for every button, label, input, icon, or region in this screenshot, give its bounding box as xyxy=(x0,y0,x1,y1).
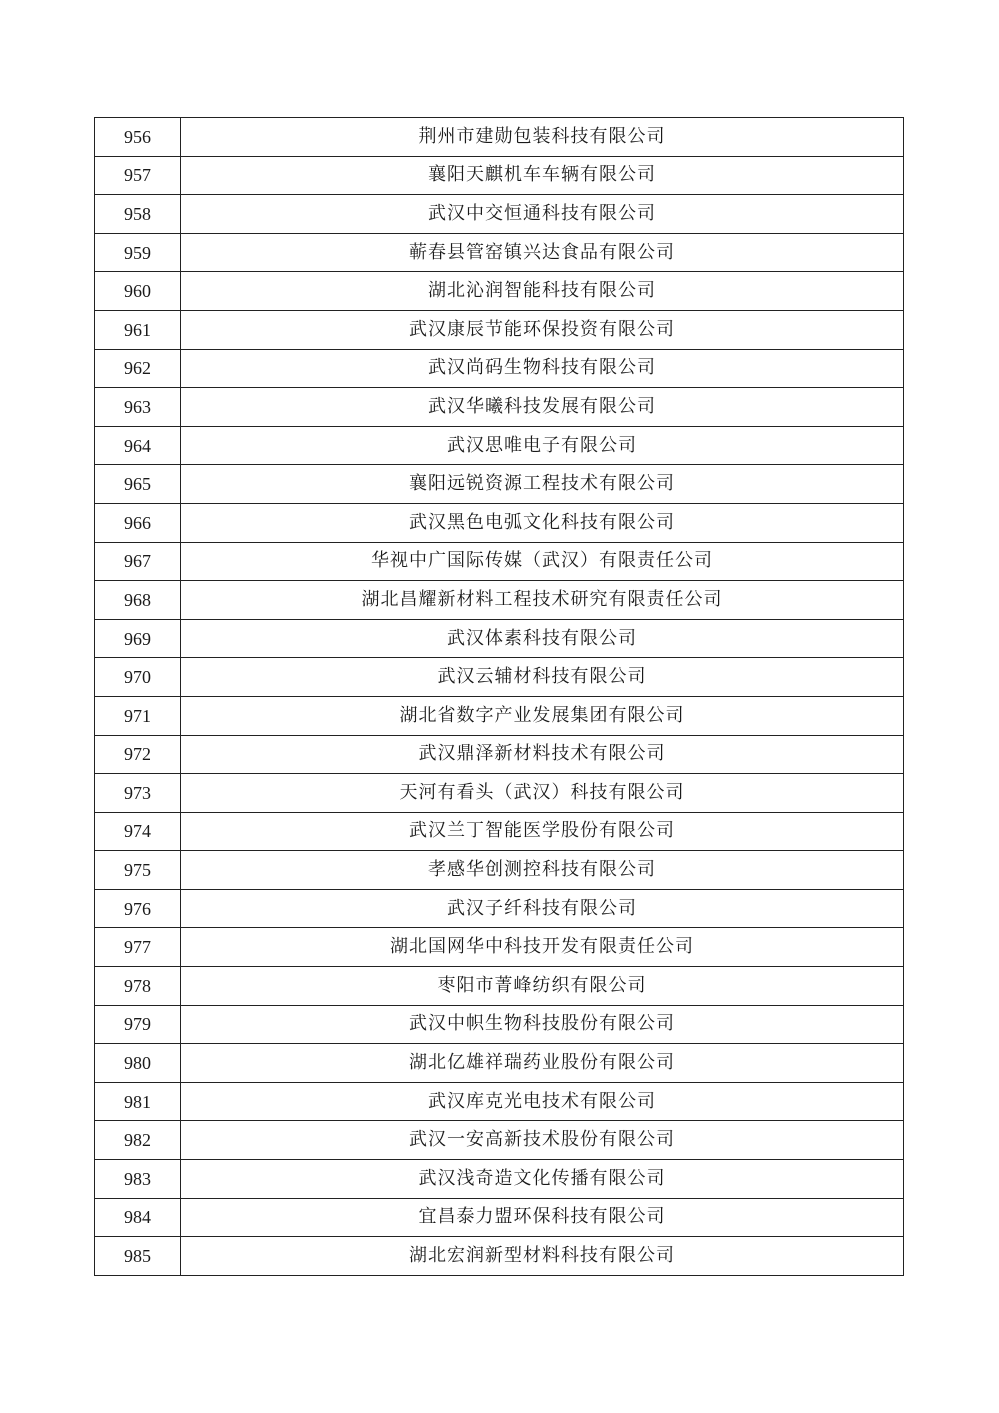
table-row xyxy=(95,774,904,813)
table-row xyxy=(95,1005,904,1044)
company-name: 武汉黑色电弧文化科技有限公司 xyxy=(181,503,904,542)
row-number: 959 xyxy=(95,233,181,272)
company-name: 武汉鼎泽新材料技术有限公司 xyxy=(181,735,904,774)
row-number: 962 xyxy=(95,349,181,388)
row-number: 964 xyxy=(95,426,181,465)
row-number: 958 xyxy=(95,195,181,234)
table-row xyxy=(95,851,904,890)
company-name: 武汉浅奇造文化传播有限公司 xyxy=(181,1160,904,1199)
company-name: 宜昌泰力盟环保科技有限公司 xyxy=(181,1198,904,1237)
table-row xyxy=(95,542,904,581)
row-number: 967 xyxy=(95,542,181,581)
table-row xyxy=(95,658,904,697)
company-name: 湖北亿雄祥瑞药业股份有限公司 xyxy=(181,1044,904,1083)
row-number: 960 xyxy=(95,272,181,311)
table-row xyxy=(95,928,904,967)
table-row xyxy=(95,696,904,735)
row-number: 983 xyxy=(95,1160,181,1199)
table-row xyxy=(95,1160,904,1199)
row-number: 963 xyxy=(95,388,181,427)
table-row xyxy=(95,1121,904,1160)
row-number: 972 xyxy=(95,735,181,774)
row-number: 965 xyxy=(95,465,181,504)
row-number: 968 xyxy=(95,581,181,620)
table-row xyxy=(95,195,904,234)
company-name: 湖北昌耀新材料工程技术研究有限责任公司 xyxy=(181,581,904,620)
table-body xyxy=(95,118,904,1276)
company-name: 武汉中帜生物科技股份有限公司 xyxy=(181,1005,904,1044)
company-name: 荆州市建勋包装科技有限公司 xyxy=(181,118,904,157)
row-number: 974 xyxy=(95,812,181,851)
row-number: 966 xyxy=(95,503,181,542)
table-row xyxy=(95,503,904,542)
row-number: 970 xyxy=(95,658,181,697)
company-name: 武汉尚码生物科技有限公司 xyxy=(181,349,904,388)
row-number: 971 xyxy=(95,696,181,735)
table-row xyxy=(95,465,904,504)
company-name: 武汉体素科技有限公司 xyxy=(181,619,904,658)
table-row xyxy=(95,1044,904,1083)
company-name: 武汉中交恒通科技有限公司 xyxy=(181,195,904,234)
row-number: 956 xyxy=(95,118,181,157)
row-number: 969 xyxy=(95,619,181,658)
company-name: 武汉华曦科技发展有限公司 xyxy=(181,388,904,427)
company-name: 武汉思唯电子有限公司 xyxy=(181,426,904,465)
table-row xyxy=(95,1237,904,1276)
table-row xyxy=(95,619,904,658)
table-row xyxy=(95,349,904,388)
table-row xyxy=(95,581,904,620)
table-row xyxy=(95,388,904,427)
row-number: 981 xyxy=(95,1082,181,1121)
company-name: 湖北沁润智能科技有限公司 xyxy=(181,272,904,311)
table-row xyxy=(95,426,904,465)
row-number: 979 xyxy=(95,1005,181,1044)
company-name: 武汉康辰节能环保投资有限公司 xyxy=(181,310,904,349)
company-name: 蕲春县管窑镇兴达食品有限公司 xyxy=(181,233,904,272)
company-name: 武汉一安高新技术股份有限公司 xyxy=(181,1121,904,1160)
table-row xyxy=(95,233,904,272)
row-number: 957 xyxy=(95,156,181,195)
company-name: 襄阳远锐资源工程技术有限公司 xyxy=(181,465,904,504)
company-name: 孝感华创测控科技有限公司 xyxy=(181,851,904,890)
row-number: 961 xyxy=(95,310,181,349)
company-name: 武汉云辅材科技有限公司 xyxy=(181,658,904,697)
row-number: 977 xyxy=(95,928,181,967)
row-number: 973 xyxy=(95,774,181,813)
row-number: 978 xyxy=(95,967,181,1006)
company-name: 湖北宏润新型材料科技有限公司 xyxy=(181,1237,904,1276)
table-row xyxy=(95,156,904,195)
company-name: 华视中广国际传媒（武汉）有限责任公司 xyxy=(181,542,904,581)
row-number: 984 xyxy=(95,1198,181,1237)
table-row xyxy=(95,735,904,774)
company-name: 枣阳市菁峰纺织有限公司 xyxy=(181,967,904,1006)
row-number: 982 xyxy=(95,1121,181,1160)
row-number: 980 xyxy=(95,1044,181,1083)
table-row xyxy=(95,967,904,1006)
table-row xyxy=(95,889,904,928)
company-name: 天河有看头（武汉）科技有限公司 xyxy=(181,774,904,813)
table-row xyxy=(95,272,904,311)
company-name: 武汉子纤科技有限公司 xyxy=(181,889,904,928)
company-name: 武汉兰丁智能医学股份有限公司 xyxy=(181,812,904,851)
company-name: 襄阳天麒机车车辆有限公司 xyxy=(181,156,904,195)
table-row xyxy=(95,1082,904,1121)
company-name: 湖北国网华中科技开发有限责任公司 xyxy=(181,928,904,967)
row-number: 976 xyxy=(95,889,181,928)
row-number: 975 xyxy=(95,851,181,890)
table-row xyxy=(95,812,904,851)
company-name: 湖北省数字产业发展集团有限公司 xyxy=(181,696,904,735)
table-row xyxy=(95,1198,904,1237)
table-row xyxy=(95,118,904,157)
company-list-table xyxy=(94,117,904,1276)
company-name: 武汉库克光电技术有限公司 xyxy=(181,1082,904,1121)
table-row xyxy=(95,310,904,349)
row-number: 985 xyxy=(95,1237,181,1276)
